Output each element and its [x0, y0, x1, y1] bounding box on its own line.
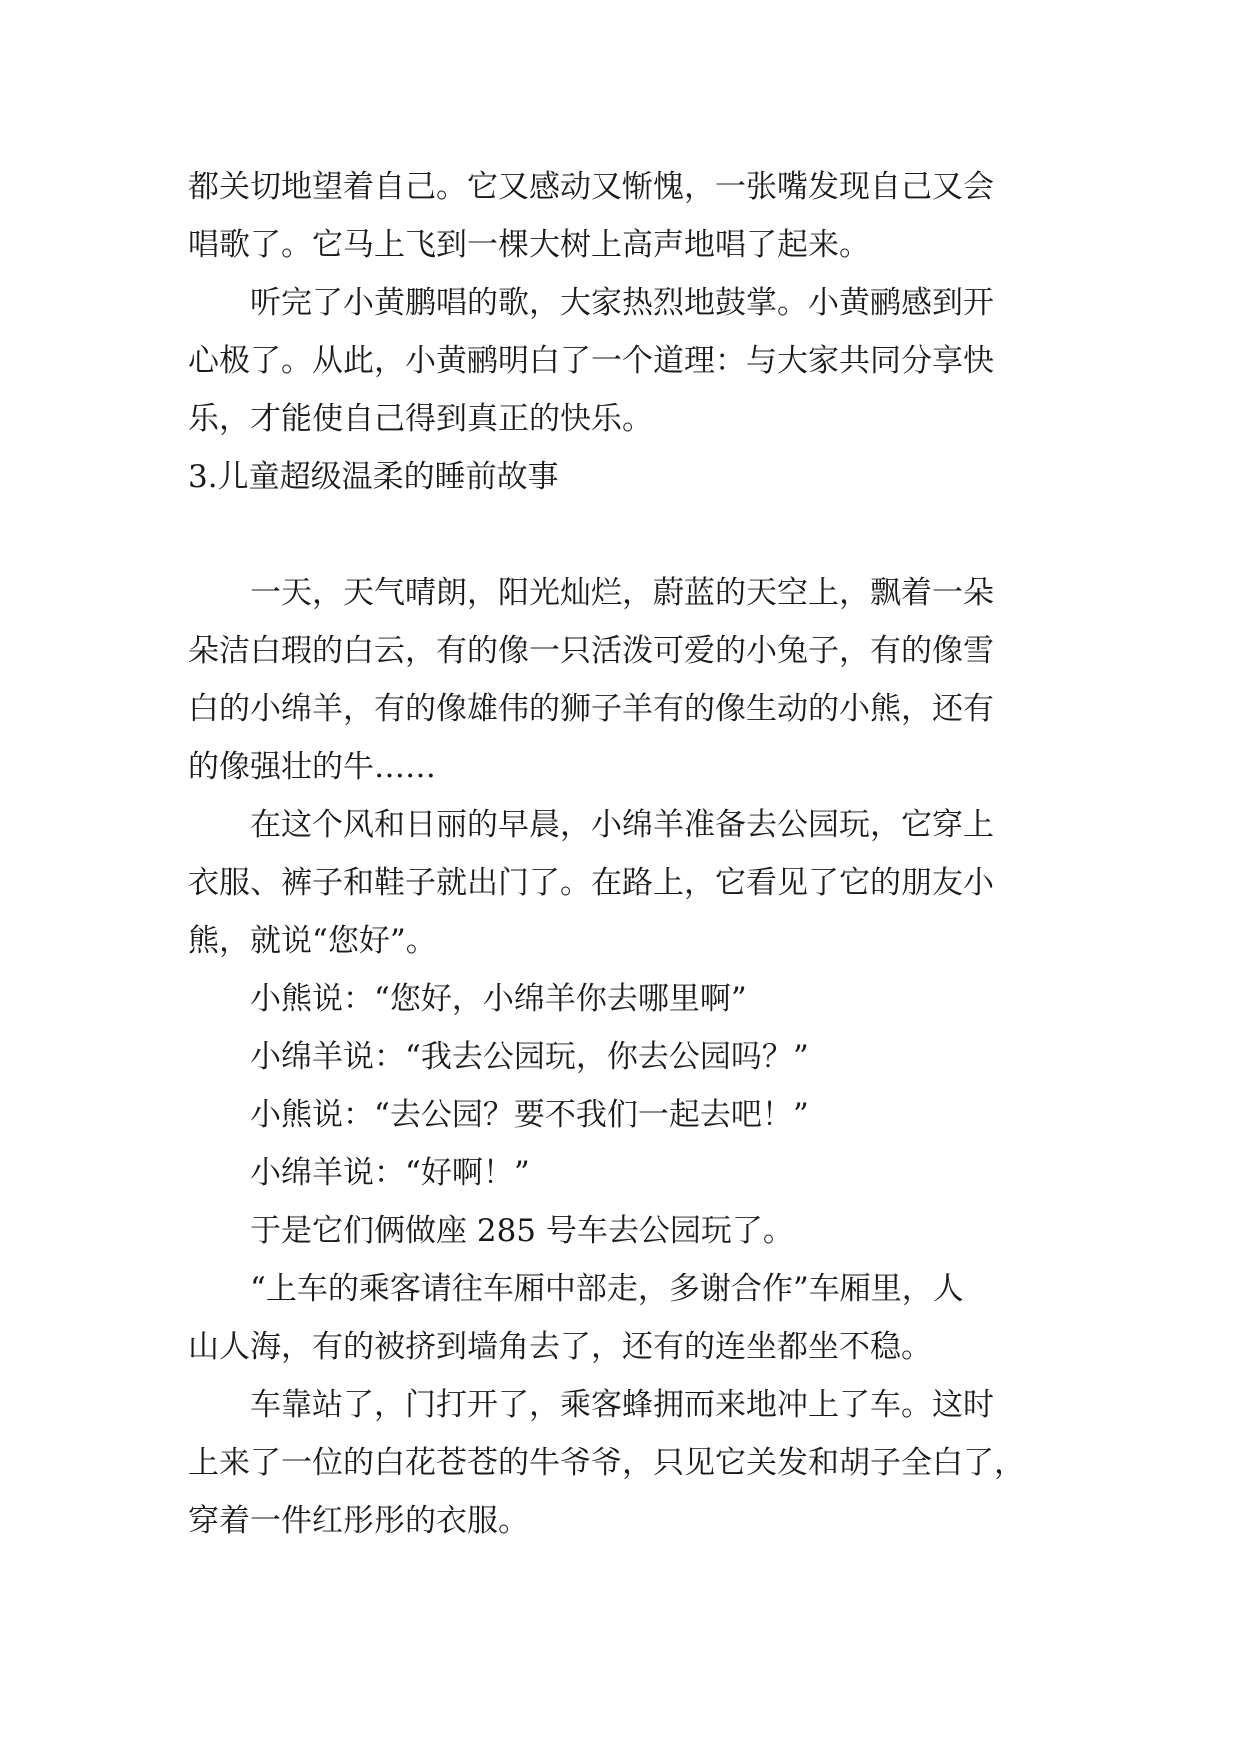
text-line: 于是它们俩做座 285 号车去公园玩了。 [250, 1213, 794, 1249]
text-line: 小绵羊说：“好啊！” [250, 1155, 530, 1191]
text-line: 的像强壮的牛…… [188, 749, 436, 785]
text-line: 小熊说：“去公园？要不我们一起去吧！” [250, 1097, 809, 1133]
text-line: 心极了。从此，小黄鹂明白了一个道理：与大家共同分享快 [188, 343, 994, 379]
paragraph [188, 1028, 1058, 1086]
paragraph [188, 1086, 1058, 1144]
text-line: 车靠站了，门打开了，乘客蜂拥而来地冲上了车。这时 [250, 1387, 994, 1423]
text-line: 山人海，有的被挤到墙角去了，还有的连坐都坐不稳。 [188, 1329, 932, 1365]
paragraph [188, 1202, 1058, 1260]
text-line: 一天，天气晴朗，阳光灿烂，蔚蓝的天空上，飘着一朵 [250, 575, 994, 611]
text-line: 上来了一位的白花苍苍的牛爷爷，只见它关发和胡子全白了， [188, 1445, 1025, 1481]
paragraph [188, 564, 1058, 796]
text-line: 朵洁白瑕的白云，有的像一只活泼可爱的小兔子，有的像雪 [188, 633, 994, 669]
text-line: 乐，才能使自己得到真正的快乐。 [188, 401, 653, 437]
section-heading: 3.儿童超级温柔的睡前故事 [188, 459, 559, 495]
text-line: 唱歌了。它马上飞到一棵大树上高声地唱了起来。 [188, 227, 870, 263]
paragraph [188, 1144, 1058, 1202]
text-line: 在这个风和日丽的早晨，小绵羊准备去公园玩，它穿上 [250, 807, 994, 843]
text-line: 小熊说：“您好，小绵羊你去哪里啊” [250, 981, 747, 1017]
text-line: 小绵羊说：“我去公园玩，你去公园吗？” [250, 1039, 809, 1075]
text-line: “上车的乘客请往车厢中部走，多谢合作”车厢里，人 [250, 1271, 964, 1307]
text-line: 都关切地望着自己。它又感动又惭愧，一张嘴发现自己又会 [188, 169, 994, 205]
paragraph [188, 970, 1058, 1028]
paragraph [188, 796, 1058, 970]
text-line: 白的小绵羊，有的像雄伟的狮子羊有的像生动的小熊，还有 [188, 691, 994, 727]
text-line: 听完了小黄鹏唱的歌，大家热烈地鼓掌。小黄鹂感到开 [250, 285, 994, 321]
paragraph [188, 1260, 1058, 1376]
text-line: 熊，就说“您好”。 [188, 923, 437, 959]
paragraph [188, 1376, 1058, 1550]
text-line: 穿着一件红彤彤的衣服。 [188, 1503, 529, 1539]
text-line: 衣服、裤子和鞋子就出门了。在路上，它看见了它的朋友小 [188, 865, 994, 901]
paragraph [188, 274, 1058, 448]
document-page [188, 158, 1058, 1550]
spacer [188, 506, 1058, 564]
paragraph [188, 158, 1058, 274]
